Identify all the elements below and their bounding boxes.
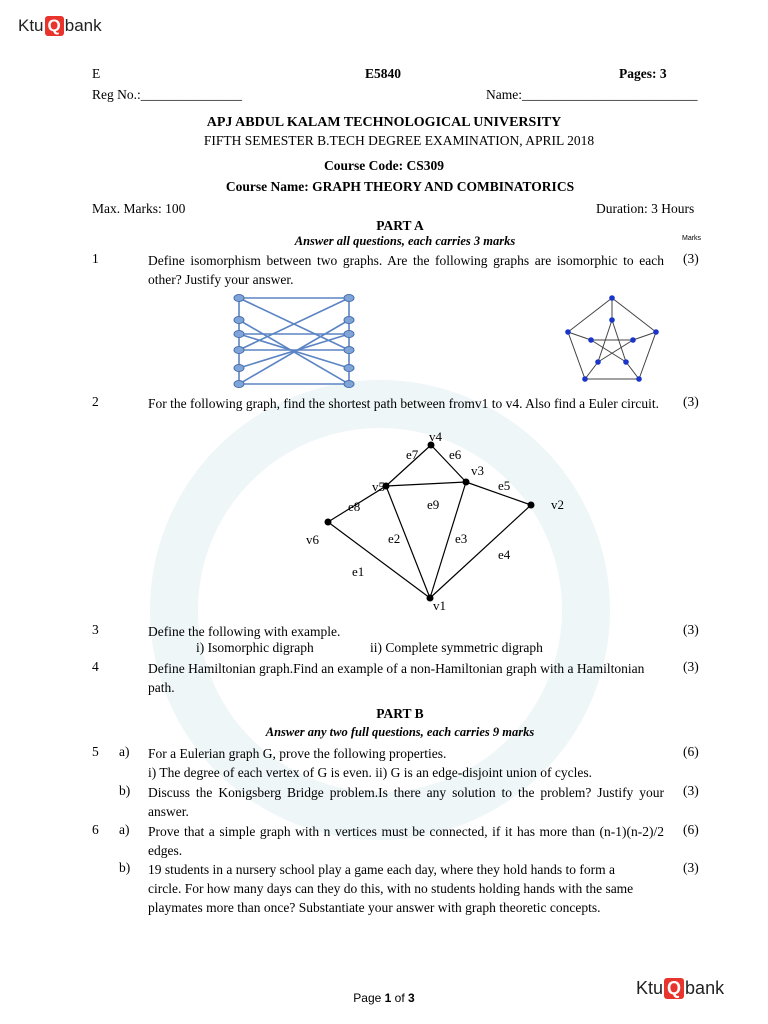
q6a-marks: (6) xyxy=(683,822,699,837)
q6b-marks: (3) xyxy=(683,860,699,875)
q5b-text: Discuss the Konigsberg Bridge problem.Is there any solution to the problem? Justify your answer. xyxy=(148,785,664,819)
edge-label-e2: e2 xyxy=(388,531,401,546)
part-b-instruction: Answer any two full questions, each carries 9 marks xyxy=(265,725,535,739)
edge-label-e8: e8 xyxy=(348,499,361,514)
q5a-label: a) xyxy=(119,744,130,759)
footer-page-number: 1 xyxy=(384,991,392,1005)
edge-label-e7: e7 xyxy=(406,447,419,462)
vertex-label-v1: v1 xyxy=(433,598,446,613)
q3-marks: (3) xyxy=(683,622,699,637)
vertex-label-v4: v4 xyxy=(429,429,442,444)
q2-number: 2 xyxy=(92,394,99,409)
course-name-label: Course Name: xyxy=(225,179,313,194)
vertex-label-v2: v2 xyxy=(551,497,564,512)
q4-number: 4 xyxy=(92,659,99,674)
logo-text-bank: bank xyxy=(685,978,725,998)
course-name xyxy=(0,179,768,195)
logo-text-bank: bank xyxy=(64,16,102,35)
q2-graph-figure xyxy=(300,425,590,620)
course-code: Course Code: CS309 xyxy=(324,158,444,173)
vertex-label-v3: v3 xyxy=(471,463,484,478)
edge-label-e6: e6 xyxy=(449,447,462,462)
q6-number: 6 xyxy=(92,822,99,837)
logo-text-ktu: Ktu xyxy=(636,978,664,998)
marks-column-label: Marks xyxy=(682,235,702,242)
q1-number: 1 xyxy=(92,251,99,266)
name-field: Name:__________________________ xyxy=(486,87,698,102)
course-name-value: GRAPH THEORY AND COMBINATORICS xyxy=(312,179,575,194)
ktuqbank-logo-top[interactable] xyxy=(18,16,102,36)
exam-title: FIFTH SEMESTER B.TECH DEGREE EXAMINATION, APRIL 2018 xyxy=(203,133,595,148)
part-b-title: PART B xyxy=(376,706,424,721)
q3-item-i: i) Isomorphic digraph xyxy=(196,640,314,655)
page-count: Pages: 3 xyxy=(619,66,667,81)
q1-bipartite-graph-figure xyxy=(225,290,365,390)
q5a-marks: (6) xyxy=(683,744,699,759)
paper-series: E xyxy=(92,66,101,81)
q2-text: For the following graph, find the shortest path between fromv1 to v4. Also find a Euler circuit. xyxy=(148,396,660,411)
q2-marks: (3) xyxy=(683,394,699,409)
q1-petersen-graph-figure xyxy=(560,292,666,384)
q4-text: Define Hamiltonian graph.Find an example of a non-Hamiltonian graph with a Hamiltonian path. xyxy=(148,661,645,695)
q4-marks: (3) xyxy=(683,659,699,674)
vertex-label-v6: v6 xyxy=(306,532,319,547)
duration: Duration: 3 Hours xyxy=(596,201,695,216)
q6a-label: a) xyxy=(119,822,130,837)
logo-q-badge: Q xyxy=(664,978,684,999)
footer-page-prefix: Page xyxy=(353,991,385,1005)
vertex-label-v5: v5 xyxy=(372,479,385,494)
q5-number: 5 xyxy=(92,744,99,759)
q6a-text: Prove that a simple graph with n vertices must be connected, if it has more than (n-1)(n-2)/2 edges. xyxy=(148,824,664,858)
q3-item-ii: ii) Complete symmetric digraph xyxy=(370,640,543,655)
reg-no-field: Reg No.:_______________ xyxy=(92,87,242,102)
q5a-subtext: i) The degree of each vertex of G is even. ii) G is an edge-disjoint union of cycles. xyxy=(148,765,592,780)
edge-label-e4: e4 xyxy=(498,547,511,562)
university-name: APJ ABDUL KALAM TECHNOLOGICAL UNIVERSITY xyxy=(206,115,562,130)
q3-number: 3 xyxy=(92,622,99,637)
q5b-label: b) xyxy=(119,783,131,798)
q1-marks: (3) xyxy=(683,251,699,266)
q5b-marks: (3) xyxy=(683,783,699,798)
q6b-label: b) xyxy=(119,860,131,875)
q3-text: Define the following with example. xyxy=(148,624,341,639)
part-a-title: PART A xyxy=(376,218,424,233)
part-a-instruction: Answer all questions, each carries 3 marks xyxy=(294,234,516,248)
edge-label-e9: e9 xyxy=(427,497,440,512)
edge-label-e3: e3 xyxy=(455,531,468,546)
edge-label-e1: e1 xyxy=(352,564,365,579)
footer-page-total: 3 xyxy=(408,991,415,1005)
logo-q-badge: Q xyxy=(45,16,64,36)
footer-page-of: of xyxy=(391,991,409,1005)
logo-text-ktu: Ktu xyxy=(18,16,44,35)
paper-code: E5840 xyxy=(365,66,402,81)
edge-label-e5: e5 xyxy=(498,478,511,493)
page-footer xyxy=(0,991,768,1005)
q6b-text: 19 students in a nursery school play a game each day, where they hold hands to form a circle. For how many days can they do this, with no students holding hands with the same playmates more than once? Substantiate your answer with graph theoretic concepts. xyxy=(148,862,634,915)
max-marks: Max. Marks: 100 xyxy=(92,201,186,216)
q5a-text: For a Eulerian graph G, prove the following properties. xyxy=(148,746,447,761)
q1-text: Define isomorphism between two graphs. Are the following graphs are isomorphic to each other? Justify your answer. xyxy=(148,253,664,287)
